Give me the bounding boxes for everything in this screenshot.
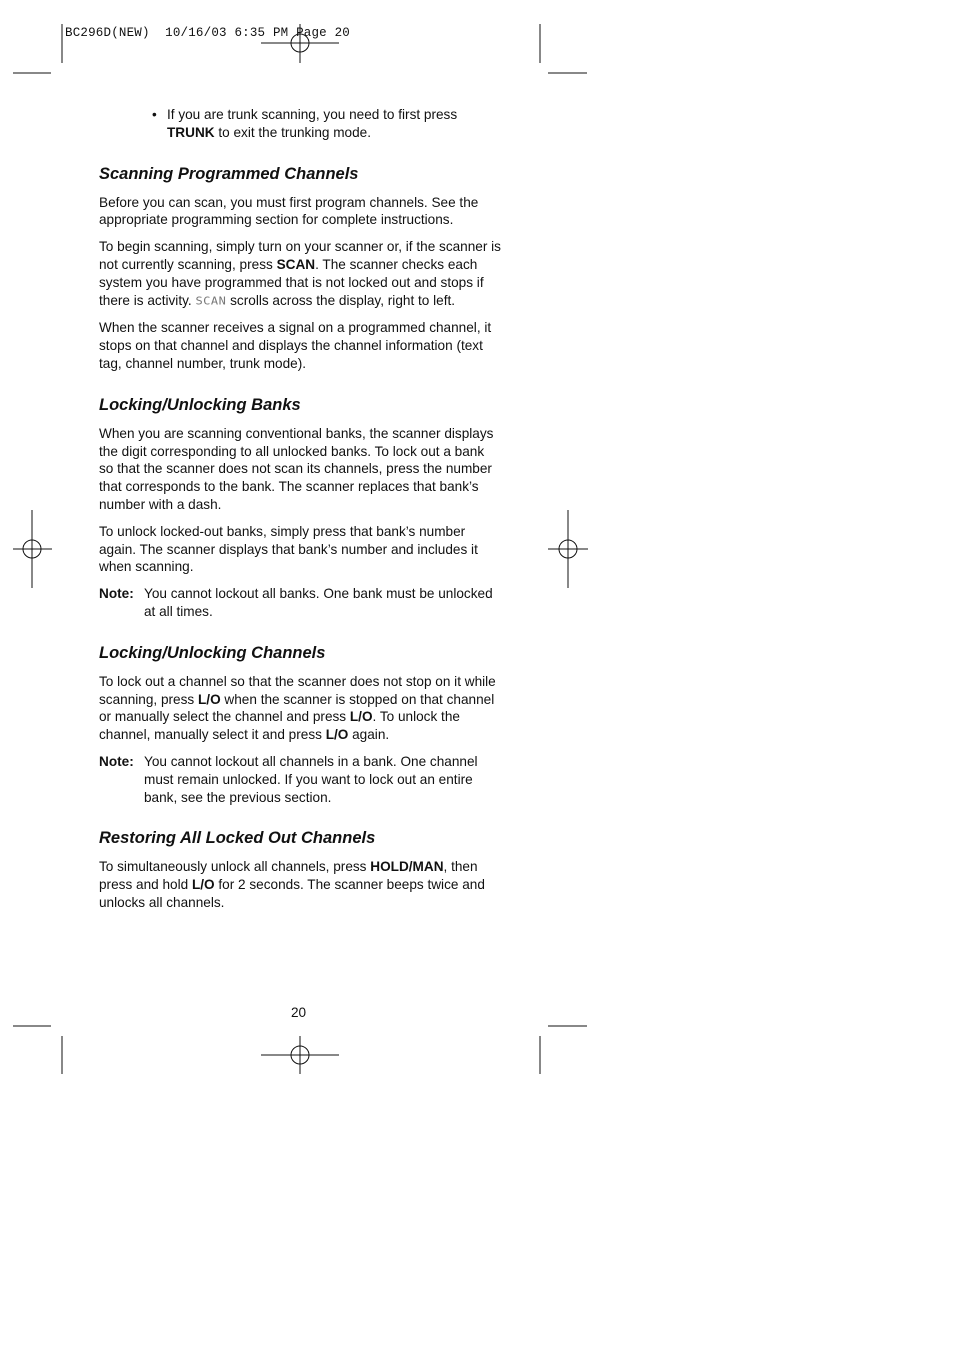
restoring-paragraph-1 — [99, 858, 501, 911]
bullet-text-before: If you are trunk scanning, you need to first press — [167, 107, 458, 122]
bullet-item — [99, 106, 501, 142]
page-content — [99, 106, 501, 921]
trunk-key: TRUNK — [167, 124, 215, 140]
header-time: 6:35 PM — [234, 26, 289, 40]
header-file: BC296D(NEW) — [65, 26, 150, 40]
channels-paragraph-1 — [99, 673, 501, 744]
scanning-paragraph-3: When the scanner receives a signal on a programmed channel, it stops on that channel and displays the channel information (text tag, channel number, trunk mode). — [99, 320, 492, 371]
heading-locking-unlocking-channels: Locking/Unlocking Channels — [99, 643, 326, 662]
scanning-paragraph-2 — [99, 238, 501, 310]
channels-p1-text-c: when the scanner is stopped on that channel or manually select the channel and press — [99, 691, 495, 725]
note-label: Note: — [99, 586, 134, 602]
note-text: You cannot lockout all banks. One bank must be unlocked at all times. — [144, 586, 493, 619]
header-date: 10/16/03 — [165, 26, 227, 40]
scanning-p2-text-a: To begin scanning, simply turn on your scanner or, if the scanner is not currently scanning, press — [99, 239, 501, 272]
channels-note — [99, 753, 501, 806]
channels-p1-text-e: . To unlock the channel, manually select it and press — [99, 709, 460, 743]
banks-paragraph-1: When you are scanning conventional banks, the scanner displays the digit corresponding to all unlocked banks. To lock out a bank so that the scanner does not scan its channels, press the number that corresponds to the bank. The scanner replaces that bank’s number with a dash. — [99, 425, 494, 512]
page-number: 20 — [291, 1005, 307, 1020]
scanning-paragraph-1: Before you can scan, you must first program channels. See the appropriate programming section for complete instructions. — [99, 194, 479, 228]
channels-p1-text-a: To lock out a channel so that the scanner does not stop on it while scanning, press — [99, 673, 496, 707]
scan-key: SCAN — [276, 256, 316, 272]
heading-scanning-programmed-channels: Scanning Programmed Channels — [99, 164, 359, 183]
note-label: Note: — [99, 753, 134, 769]
registration-mark-bottom — [261, 1036, 339, 1074]
lo-key: L/O — [325, 727, 349, 743]
bullet-text-after: to exit the trunking mode. — [218, 124, 371, 140]
header-page: Page 20 — [296, 26, 350, 40]
lo-key: L/O — [191, 877, 215, 893]
heading-locking-unlocking-banks: Locking/Unlocking Banks — [99, 395, 301, 414]
hold-man-key: HOLD/MAN — [370, 859, 444, 875]
scanning-p2-text-c: . The scanner checks each system you have programmed that is not locked out and stops if there is activity. — [99, 256, 484, 308]
channels-p1-text-g: again. — [348, 727, 390, 743]
lcd-scan-indicator: SCAN — [195, 294, 227, 307]
lo-key: L/O — [198, 691, 221, 707]
bullet-dot: • — [152, 107, 157, 122]
banks-paragraph-2: To unlock locked-out banks, simply press that bank’s number again. The scanner displays that bank’s number and includes it when scanning. — [99, 523, 478, 575]
lo-key: L/O — [349, 709, 373, 725]
registration-mark-top — [261, 24, 339, 63]
registration-mark-right — [548, 510, 588, 588]
note-text: You cannot lockout all channels in a bank. One channel must remain unlocked. If you want to lock out an entire bank, see the previous section. — [144, 753, 478, 805]
restoring-p1-text-a: To simultaneously unlock all channels, press — [99, 859, 371, 875]
banks-note — [99, 585, 501, 621]
scanning-p2-text-d: scrolls across the display, right to left. — [226, 292, 456, 308]
restoring-p1-text-c: , then press and hold — [99, 859, 478, 893]
registration-mark-left — [13, 510, 52, 588]
heading-restoring-all-locked-out-channels: Restoring All Locked Out Channels — [99, 829, 376, 848]
restoring-p1-text-e: for 2 seconds. The scanner beeps twice and unlocks all channels. — [99, 877, 485, 910]
